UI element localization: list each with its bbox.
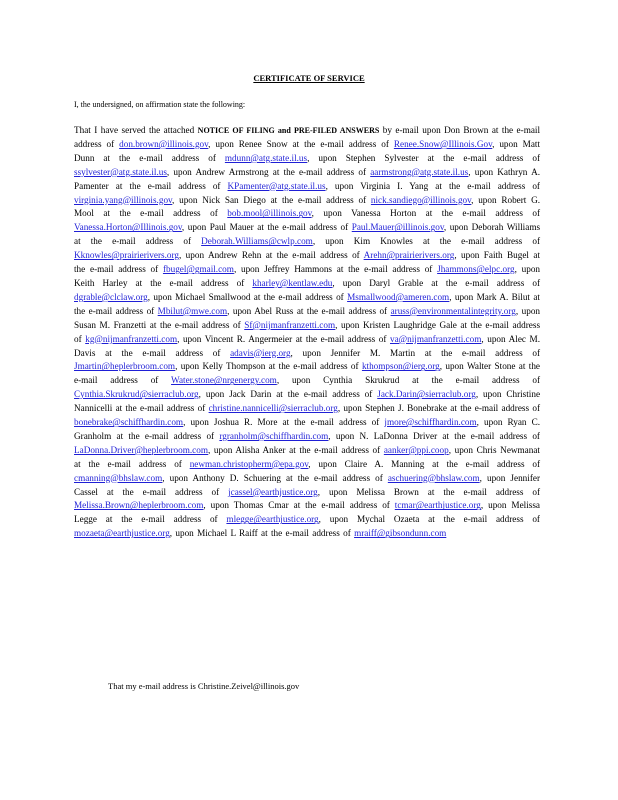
recipient-email-link[interactable]: bonebrake@schiffhardin.com <box>74 417 184 428</box>
recipient-name: Keith Harley <box>74 277 128 288</box>
recipient-name: Kathryn A. Pamenter <box>74 166 541 191</box>
recipient-name: Andrew Armstrong <box>195 166 269 177</box>
recipient-name: Don Brown <box>444 125 489 135</box>
page-title: CERTIFICATE OF SERVICE <box>253 73 365 83</box>
recipient-name: Jennifer M. Martin <box>330 347 416 358</box>
recipient-email-link[interactable]: Msmallwood@ameren.com <box>347 291 450 302</box>
recipient-email-link[interactable]: Cynthia.Skrukrud@sierraclub.org <box>74 389 199 400</box>
recipient-name: Mark A. Bilut <box>476 291 530 302</box>
recipient-name: Melissa Brown <box>356 486 419 497</box>
recipient-email-link[interactable]: mozaeta@earthjustice.org <box>74 528 170 539</box>
recipient-email-link[interactable]: kthompson@ierg.org <box>361 361 440 372</box>
recipient-name: Susan M. Franzetti <box>74 319 147 330</box>
recipient-name: Matt Dunn <box>74 138 541 163</box>
recipient-name: Robert G. Mool <box>74 194 541 219</box>
recipient-email-link[interactable]: Arehn@prairierivers.org <box>363 250 455 261</box>
lead-text: That I have served the attached <box>74 125 195 135</box>
recipient-email-link[interactable]: mraiff@gibsondunn.com <box>354 528 447 539</box>
recipient-email-link[interactable]: mlegge@earthjustice.org <box>226 514 319 525</box>
recipient-name: Alisha Anker <box>235 444 286 455</box>
recipient-email-link[interactable]: Water.stone@nrgenergy.com <box>171 375 277 386</box>
recipient-email-link[interactable]: LaDonna.Driver@heplerbroom.com <box>74 444 208 455</box>
recipient-email-link[interactable]: Jack.Darin@sierraclub.org <box>377 389 476 400</box>
recipient-name: Melissa Legge <box>74 500 541 525</box>
recipient-name: Renee Snow <box>238 138 288 149</box>
recipient-email-link[interactable]: Renee.Snow@Illinois.Gov <box>393 138 493 149</box>
recipient-name: Thomas Cmar <box>233 500 289 511</box>
recipient-name: Jeffrey Hammons <box>264 264 333 275</box>
recipient-name: Jack Darin <box>229 389 272 400</box>
recipient-name: Kelly Thompson <box>202 361 266 372</box>
recipient-email-link[interactable]: virginia.yang@illinois.gov <box>74 194 173 205</box>
recipient-email-link[interactable]: Sf@nijmanfranzetti.com <box>244 319 336 330</box>
recipient-email-link[interactable]: adavis@ierg.org <box>230 347 291 358</box>
recipient-name: Claire A. Manning <box>344 458 425 469</box>
recipient-email-link[interactable]: fbugel@gmail.com <box>162 264 234 275</box>
recipient-name: Stephen Sylvester <box>345 152 419 163</box>
recipient-name: Vanessa Horton <box>351 208 417 219</box>
document-name: NOTICE OF FILING and PRE-FILED ANSWERS <box>197 126 380 135</box>
recipient-email-link[interactable]: aschuering@bhslaw.com <box>387 472 480 483</box>
recipient-name: Nick San Diego <box>202 194 266 205</box>
recipient-email-link[interactable]: Deborah.Williams@cwlp.com <box>201 236 313 247</box>
recipient-email-link[interactable]: tcmar@earthjustice.org <box>394 500 481 511</box>
recipient-email-link[interactable]: kg@nijmanfranzetti.com <box>85 333 178 344</box>
intro-statement: I, the undersigned, on affirmation state the following: <box>74 100 246 109</box>
recipient-email-link[interactable]: KPamenter@atg.state.il.us <box>227 180 326 191</box>
recipient-email-link[interactable]: Mbilut@mwe.com <box>157 305 228 316</box>
recipient-name: Ryan C. Granholm <box>74 417 541 441</box>
recipient-email-link[interactable]: Melissa.Brown@heplerbroom.com <box>74 500 204 511</box>
recipient-email-link[interactable]: Kknowles@prairierivers.org <box>74 250 179 261</box>
recipient-email-link[interactable]: jcassel@earthjustice.org <box>228 486 318 497</box>
recipient-email-link[interactable]: jmore@schiffhardin.com <box>384 417 477 428</box>
recipient-name: Jennifer Cassel <box>74 472 541 497</box>
recipient-name: Walter Stone <box>466 361 516 372</box>
recipient-email-link[interactable]: christine.nannicelli@sierraclub.org <box>208 403 338 414</box>
recipient-name: Mychal Ozaeta <box>356 514 420 525</box>
recipient-name: Christine Nannicelli <box>74 389 541 414</box>
recipient-email-link[interactable]: cmanning@bhslaw.com <box>74 472 163 483</box>
recipient-email-link[interactable]: newman.christopherm@epa.gov <box>189 458 309 469</box>
recipient-email-link[interactable]: Jmartin@heplerbroom.com <box>74 361 176 372</box>
recipient-name: Joshua R. More <box>213 417 278 428</box>
recipient-name: Daryl Grable <box>369 277 424 288</box>
recipient-name: Vincent R. Angermeier <box>204 333 293 344</box>
recipient-name: Deborah Williams <box>471 222 541 233</box>
recipient-email-link[interactable]: Jhammons@elpc.org <box>437 264 515 275</box>
recipient-name: Cynthia Skrukrud <box>323 375 400 386</box>
service-paragraph <box>74 124 540 541</box>
recipient-email-link[interactable]: nick.sandiego@illinois.gov <box>370 194 472 205</box>
recipient-name: Kristen Laughridge Gale <box>362 319 457 330</box>
recipient-email-link[interactable]: Vanessa.Horton@Illinois.gov <box>74 222 182 233</box>
recipient-name: Chris Newmanat <box>476 444 540 455</box>
recipient-email-link[interactable]: don.brown@illinois.gov <box>119 138 209 149</box>
recipient-name: Michael Smallwood <box>175 291 251 302</box>
recipient-email-link[interactable]: aanker@ppi.coop <box>383 444 449 455</box>
recipient-email-link[interactable]: aarmstrong@atg.state.il.us <box>370 166 469 177</box>
recipient-email-link[interactable]: ssylvester@atg.state.il.us <box>74 166 167 177</box>
service-prefix: by e-mail upon <box>382 125 441 135</box>
recipient-email-link[interactable]: kharley@kentlaw.edu <box>252 277 333 288</box>
closing-statement: That my e-mail address is Christine.Zeivel@illinois.gov <box>108 681 300 691</box>
recipient-name: Alec M. Davis <box>74 333 541 358</box>
recipient-name: Virginia I. Yang <box>360 180 429 191</box>
recipient-email-link[interactable]: bob.mool@illinois.gov <box>227 208 312 219</box>
recipient-name: N. LaDonna Driver <box>359 430 438 441</box>
recipient-name: Kim Knowles <box>353 236 413 247</box>
recipient-name: Stephen J. Bonebrake <box>365 403 447 414</box>
recipient-email-link[interactable]: Paul.Mauer@illinois.gov <box>351 222 444 233</box>
recipient-name: Michael L Raiff <box>197 528 258 539</box>
recipient-list: Don Brown at the e-mail address of don.brown@illinois.gov, upon Renee Snow at the e-mail address of Renee.Snow@Illinois.Gov, upon Matt Dunn at the e-mail address of mdunn@atg.state.il.us, upon Stephen Sylvester at the e-mail address of ssylvester@atg.state.il.us, upon Andrew Armstrong at the e-mail address of aarmstrong@atg.state.il.us, upon Kathryn A. Pamenter at the e-mail address of KPamenter@atg.state.il.us, upon Virginia I. Yang at the e-mail address of virginia.yang@illinois.gov, upon Nick San Diego at the e-mail address of nick.sandiego@illinois.gov, upon Robert G. Mool at the e-mail address of bob.mool@illinois.gov, upon Vanessa Horton at the e-mail address of Vanessa.Horton@Illinois.gov, upon Paul Mauer at the e-mail address of Paul.Mauer@illinois.gov, upon Deborah Williams at the e-mail address of Deborah.Williams@cwlp.com, upon Kim Knowles at the e-mail address of Kknowles@prairierivers.org, upon Andrew Rehn at the e-mail address of Arehn@prairierivers.org, upon Faith Bugel at the e-mail address of fbugel@gmail.com, upon Jeffrey Hammons at the e-mail address of Jhammons@elpc.org, upon Keith Harley at the e-mail address of kharley@kentlaw.edu, upon Daryl Grable at the e-mail address of dgrable@clclaw.org, upon Michael Smallwood at the e-mail address of Msmallwood@ameren.com, upon Mark A. Bilut at the e-mail address of Mbilut@mwe.com, upon Abel Russ at the e-mail address of aruss@environmentalintegrity.org, upon Susan M. Franzetti at the e-mail address of Sf@nijmanfranzetti.com, upon Kristen Laughridge Gale at the e-mail address of kg@nijmanfranzetti.com, upon Vincent R. Angermeier at the e-mail address of va@nijmanfranzetti.com, upon Alec M. Davis at the e-mail address of adavis@ierg.org, upon Jennifer M. Martin at the e-mail address of Jmartin@heplerbroom.com, upon Kelly Thompson at the e-mail address of kthompson@ierg.org, upon Walter Stone at the e-mail address of Water.stone@nrgenergy.com, upon Cynthia Skrukrud at the e-mail address of Cynthia.Skrukrud@sierraclub.org, upon Jack Darin at the e-mail address of Jack.Darin@sierraclub.org, upon Christine Nannicelli at the e-mail address of christine.nannicelli@sierraclub.org, upon Stephen J. Bonebrake at the e-mail address of bonebrake@schiffhardin.com, upon Joshua R. More at the e-mail address of jmore@schiffhardin.com, upon Ryan C. Granholm at the e-mail address of rgranholm@schiffhardin.com, upon N. LaDonna Driver at the e-mail address of LaDonna.Driver@heplerbroom.com, upon Alisha Anker at the e-mail address of aanker@ppi.coop, upon Chris Newmanat at the e-mail address of newman.christopherm@epa.gov, upon Claire A. Manning at the e-mail address of cmanning@bhslaw.com, upon Anthony D. Schuering at the e-mail address of aschuering@bhslaw.com, upon Jennifer Cassel at the e-mail address of jcassel@earthjustice.org, upon Melissa Brown at the e-mail address of Melissa.Brown@heplerbroom.com, upon Thomas Cmar at the e-mail address of tcmar@earthjustice.org, upon Melissa Legge at the e-mail address of mlegge@earthjustice.org, upon Mychal Ozaeta at the e-mail address of mozaeta@earthjustice.org, upon Michael L Raiff at the e-mail address of mraiff@gibsondunn.com <box>74 125 541 539</box>
recipient-name: Andrew Rehn <box>207 250 262 261</box>
recipient-name: Abel Russ <box>254 305 294 316</box>
recipient-email-link[interactable]: dgrable@clclaw.org <box>74 291 148 302</box>
recipient-name: Paul Mauer <box>209 222 254 233</box>
recipient-email-link[interactable]: rgranholm@schiffhardin.com <box>219 430 329 441</box>
recipient-email-link[interactable]: mdunn@atg.state.il.us <box>224 152 308 163</box>
recipient-email-link[interactable]: va@nijmanfranzetti.com <box>390 333 482 344</box>
recipient-name: Anthony D. Schuering <box>192 472 281 483</box>
recipient-name: Faith Bugel <box>483 250 529 261</box>
recipient-email-link[interactable]: aruss@environmentalintegrity.org <box>390 305 516 316</box>
